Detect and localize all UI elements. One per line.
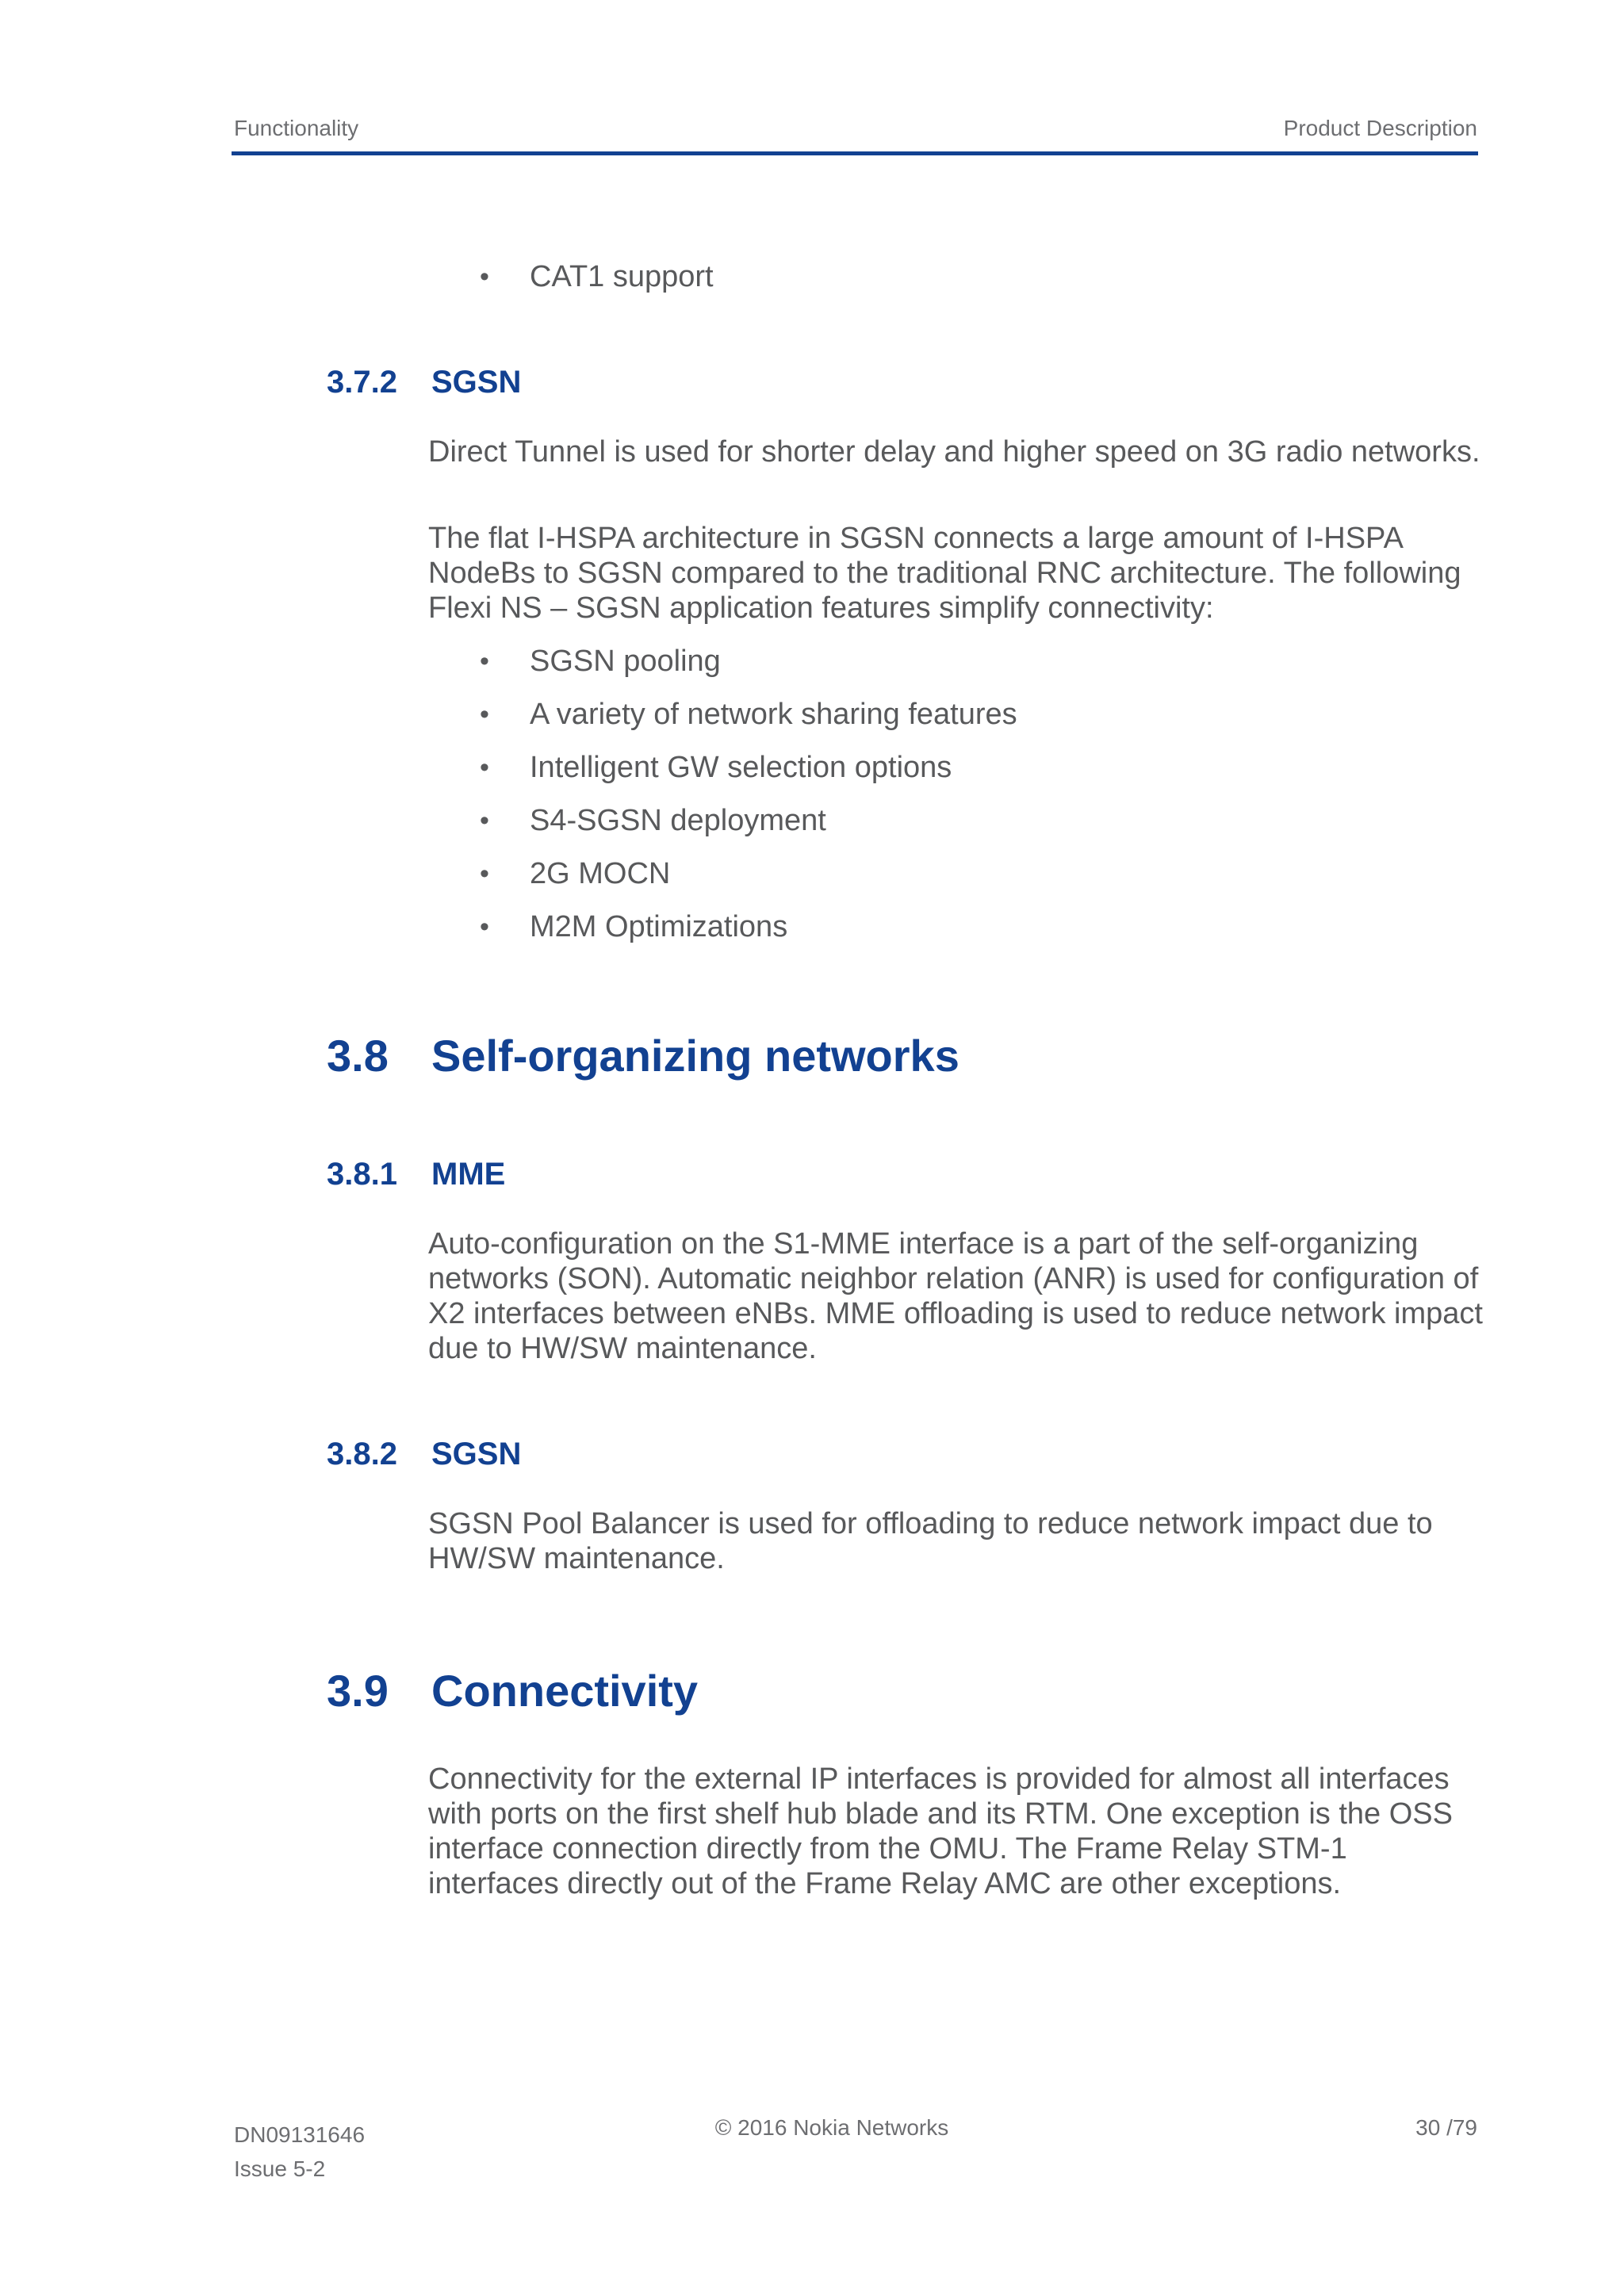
bullet-icon: • [480,806,489,836]
header-divider [232,151,1478,155]
paragraph: Connectivity for the external IP interfaces is provided for almost all interfaces with ports on the first shelf hub blade and its RTM. One exception is the OSS interface connection directly from the OMU. The Frame Relay STM-1 interfaces directly out of the Frame Relay AMC are other exceptions. [428,1762,1453,1900]
bullet-icon: • [480,699,489,729]
bullet-item: Intelligent GW selection options [530,751,952,784]
section-number: 3.8.1 [327,1157,397,1192]
chapter-number: 3.9 [327,1666,389,1716]
bullet-item: M2M Optimizations [530,910,788,943]
section-number: 3.7.2 [327,365,397,400]
bullet-icon: • [480,912,489,942]
bullet-icon: • [480,859,489,889]
section-heading: SGSN [431,1437,522,1471]
header-document-title: Product Description [1283,116,1477,140]
chapter-number: 3.8 [327,1031,389,1081]
section-heading: SGSN [431,365,522,400]
footer-document-id: DN09131646 [234,2122,366,2147]
bullet-item: SGSN pooling [530,645,721,678]
section-heading: MME [431,1157,506,1192]
bullet-icon: • [480,262,489,292]
chapter-heading: Self-organizing networks [431,1031,959,1081]
bullet-icon: • [480,752,489,783]
chapter-heading: Connectivity [431,1666,699,1716]
bullet-item: S4-SGSN deployment [530,804,826,837]
header-section-label: Functionality [234,116,359,140]
footer-page-number: 30 /79 [1415,2115,1477,2140]
bullet-item: A variety of network sharing features [530,698,1017,731]
bullet-item: CAT1 support [530,260,714,293]
footer-issue: Issue 5-2 [234,2156,326,2181]
bullet-icon: • [480,646,489,676]
bullet-item: 2G MOCN [530,857,671,890]
paragraph: Direct Tunnel is used for shorter delay and higher speed on 3G radio networks. [428,435,1480,469]
paragraph: Auto-configuration on the S1-MME interface is a part of the self-organizing networks (SON). Automatic neighbor relation (ANR) is used for configuration of X2 interfaces between eNBs. MME offloading is used to reduce network impact due to HW/SW maintenance. [428,1227,1483,1365]
paragraph: SGSN Pool Balancer is used for offloading to reduce network impact due to HW/SW maintenance. [428,1507,1433,1575]
footer-copyright: © 2016 Nokia Networks [714,2115,949,2140]
section-number: 3.8.2 [327,1437,397,1471]
paragraph: The flat I-HSPA architecture in SGSN connects a large amount of I-HSPA NodeBs to SGSN compared to the traditional RNC architecture. The following Flexi NS – SGSN application features simplify connectivity: [428,522,1461,625]
